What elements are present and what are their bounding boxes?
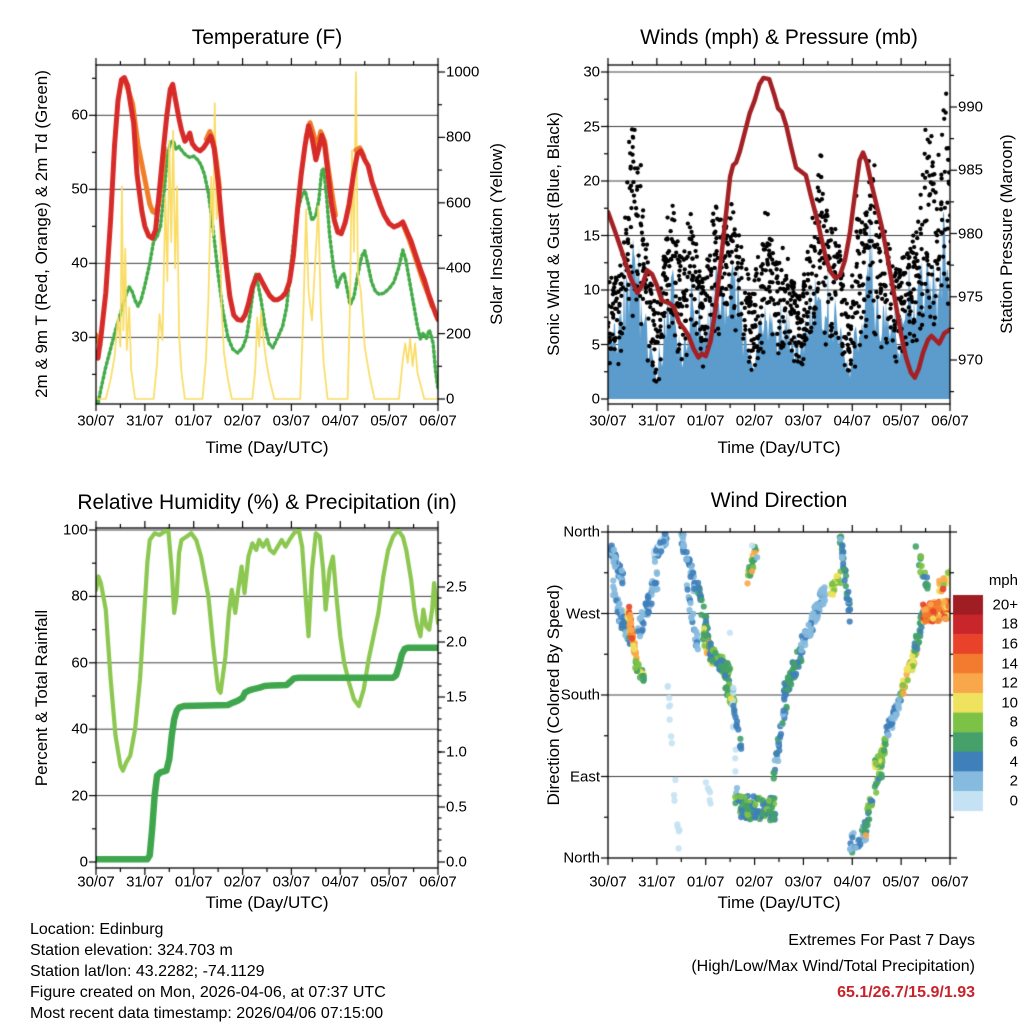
legend-speed-label: 6 [1009, 733, 1018, 751]
extremes-title: Extremes For Past 7 Days [788, 932, 975, 949]
x-tick-label: 06/07 [931, 873, 969, 891]
y-tick-label-direction-left: West [566, 605, 600, 622]
footer-timestamp: Most recent data timestamp: 2026/04/06 07:15:00 [30, 1005, 384, 1022]
panel-title-humidity: Relative Humidity (%) & Precipitation (in) [77, 491, 457, 514]
y-tick-label-solar-right: 600 [446, 194, 472, 212]
x-tick-label: 04/07 [833, 412, 872, 430]
legend-speed-label: 0 [1009, 792, 1018, 810]
y-tick-label-solar-right: 1000 [446, 63, 480, 81]
temperature-right-axis-label: Solar Insolation (Yellow) [487, 143, 506, 325]
x-tick-label: 30/07 [589, 412, 627, 430]
y-tick-label-direction-left: East [569, 768, 600, 785]
y-tick-label-precip-right: 1.0 [446, 743, 467, 761]
y-tick-label-wind-left: 25 [583, 118, 600, 135]
x-tick-label: 05/07 [370, 412, 408, 430]
x-tick-label: 01/07 [174, 412, 213, 430]
y-tick-label-pressure-right: 985 [958, 161, 984, 179]
y-tick-label-pressure-right: 990 [958, 98, 984, 116]
y-tick-label-pressure-right: 980 [958, 225, 984, 242]
x-tick-label: 05/07 [882, 412, 920, 430]
x-tick-label: 06/07 [419, 412, 457, 430]
y-tick-label-humidity-left: 20 [71, 787, 88, 805]
x-axis-title-winds: Time (Day/UTC) [717, 438, 841, 457]
x-axis-title-humidity: Time (Day/UTC) [205, 893, 329, 912]
y-tick-label-solar-right: 200 [446, 325, 472, 343]
y-tick-label-precip-right: 1.5 [446, 688, 467, 706]
y-tick-label-wind-left: 5 [591, 336, 600, 353]
y-tick-label-solar-right: 0 [446, 390, 455, 408]
legend-speed-label: 12 [1001, 674, 1018, 692]
footer-latlon: Station lat/lon: 43.2282; -74.1129 [30, 963, 265, 980]
x-tick-label: 05/07 [370, 873, 408, 891]
x-tick-label: 02/07 [223, 873, 262, 891]
x-tick-label: 31/07 [638, 873, 676, 891]
x-tick-label: 02/07 [735, 412, 774, 430]
x-tick-label: 04/07 [833, 873, 872, 891]
y-tick-label-direction-left: North [563, 849, 600, 867]
x-tick-label: 03/07 [784, 873, 823, 891]
panel-title-winds: Winds (mph) & Pressure (mb) [640, 26, 918, 49]
winds-right-axis-label: Station Pressure (Maroon) [997, 134, 1016, 334]
x-tick-label: 03/07 [272, 412, 311, 430]
x-tick-label: 31/07 [126, 873, 164, 891]
y-tick-label-direction-left: North [563, 523, 600, 541]
footer-location: Location: Edinburg [30, 921, 164, 938]
y-tick-label-humidity-left: 40 [71, 720, 88, 738]
footer-created: Figure created on Mon, 2026-04-06, at 07:37 UTC [30, 984, 386, 1001]
legend-speed-label: 10 [1001, 694, 1018, 712]
y-tick-label-wind-left: 15 [583, 227, 600, 244]
x-tick-label: 30/07 [77, 412, 115, 430]
y-tick-label-pressure-right: 975 [958, 288, 984, 306]
y-tick-label-pressure-right: 970 [958, 351, 984, 369]
legend-speed-label: 20+ [992, 596, 1018, 614]
y-tick-label-humidity-left: 100 [62, 521, 88, 539]
x-axis-title-temperature: Time (Day/UTC) [205, 438, 329, 457]
x-tick-label: 02/07 [735, 873, 774, 891]
x-tick-label: 03/07 [784, 412, 823, 430]
y-tick-label-wind-left: 0 [591, 390, 600, 408]
x-tick-label: 30/07 [77, 873, 115, 891]
x-tick-label: 02/07 [223, 412, 262, 430]
y-tick-label-solar-right: 400 [446, 259, 472, 277]
panel-title-direction: Wind Direction [710, 489, 848, 512]
y-tick-label-precip-right: 0.5 [446, 798, 467, 816]
legend-title: mph [988, 572, 1018, 589]
panel-title-temperature: Temperature (F) [191, 26, 343, 49]
x-tick-label: 30/07 [589, 873, 627, 891]
x-tick-label: 04/07 [321, 873, 360, 891]
y-tick-label-humidity-left: 0 [79, 853, 88, 871]
winds-left-axis-label: Sonic Wind & Gust (Blue, Black) [544, 112, 563, 356]
temperature-left-axis-label: 2m & 9m T (Red, Orange) & 2m Td (Green) [32, 70, 51, 398]
legend-speed-label: 16 [1001, 635, 1018, 653]
x-tick-label: 03/07 [272, 873, 311, 891]
y-tick-label-solar-right: 800 [446, 128, 472, 146]
legend-speed-label: 14 [1001, 655, 1018, 673]
x-axis-title-direction: Time (Day/UTC) [717, 893, 841, 912]
x-tick-label: 01/07 [174, 873, 213, 891]
y-tick-label-wind-left: 20 [583, 172, 600, 190]
legend-speed-label: 2 [1009, 772, 1018, 790]
x-tick-label: 06/07 [419, 873, 457, 891]
y-tick-label-humidity-left: 60 [71, 654, 88, 672]
legend-speed-label: 18 [1001, 615, 1018, 633]
y-tick-label-wind-left: 30 [583, 63, 600, 81]
y-tick-label-temperature-left: 40 [71, 254, 88, 272]
humidity-left-axis-label: Percent & Total Rainfall [32, 609, 51, 787]
legend-speed-label: 8 [1009, 713, 1018, 731]
legend-speed-label: 4 [1009, 753, 1018, 771]
x-tick-label: 05/07 [882, 873, 920, 891]
y-tick-label-precip-right: 2.5 [446, 578, 467, 596]
x-tick-label: 01/07 [686, 873, 725, 891]
x-tick-label: 04/07 [321, 412, 360, 430]
y-tick-label-temperature-left: 30 [71, 328, 88, 346]
y-tick-label-direction-left: South [560, 686, 600, 704]
y-tick-label-wind-left: 10 [583, 281, 600, 299]
footer-elevation: Station elevation: 324.703 m [30, 942, 233, 959]
x-tick-label: 01/07 [686, 412, 725, 430]
extremes-subtitle: (High/Low/Max Wind/Total Precipitation) [691, 958, 975, 975]
direction-left-axis-label: Direction (Colored By Speed) [544, 584, 563, 806]
y-tick-label-precip-right: 2.0 [446, 633, 467, 651]
x-tick-label: 31/07 [126, 412, 164, 430]
y-tick-label-precip-right: 0.0 [446, 853, 467, 871]
y-tick-label-temperature-left: 50 [71, 180, 88, 198]
y-tick-label-humidity-left: 80 [71, 587, 88, 605]
x-tick-label: 06/07 [931, 412, 969, 430]
x-tick-label: 31/07 [638, 412, 676, 430]
extremes-values: 65.1/26.7/15.9/1.93 [837, 984, 975, 1001]
y-tick-label-temperature-left: 60 [71, 106, 88, 124]
